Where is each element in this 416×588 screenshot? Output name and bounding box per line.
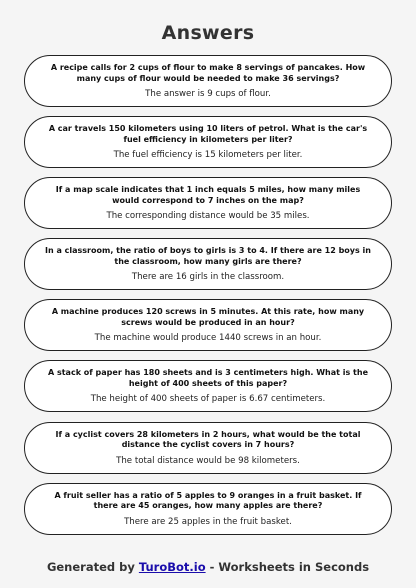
answer-card [24, 299, 392, 351]
answer-text: The machine would produce 1440 screws in an hour. [94, 333, 322, 344]
answer-text: The total distance would be 98 kilometers. [116, 455, 300, 466]
footer [0, 560, 416, 574]
answer-list [24, 55, 392, 544]
answer-card [24, 483, 392, 535]
answer-card [24, 238, 392, 290]
question-text: If a map scale indicates that 1 inch equals 5 miles, how many miles would correspond to 7 inches on the map? [55, 185, 361, 205]
question-text: A machine produces 120 screws in 5 minutes. At this rate, how many screws would be produced in an hour? [51, 307, 365, 327]
answer-card [24, 55, 392, 107]
answer-card [24, 422, 392, 474]
answer-text: The answer is 9 cups of flour. [145, 89, 271, 99]
question-text: A recipe calls for 2 cups of flour to make 8 servings of pancakes. How many cups of flour would be needed to make 36 servings? [50, 63, 366, 83]
answer-card [24, 360, 392, 412]
answer-text: The height of 400 sheets of paper is 6.67 centimeters. [90, 394, 326, 405]
footer-prefix: Generated by [46, 560, 135, 574]
question-text: A fruit seller has a ratio of 5 apples to 9 oranges in a fruit basket. If there are 45 oranges, how many apples are there? [54, 490, 362, 511]
question-text: In a classroom, the ratio of boys to girls is 3 to 4. If there are 12 boys in the classroom, how many girls are there? [45, 246, 371, 266]
answer-text: There are 16 girls in the classroom. [131, 272, 285, 283]
answer-card [24, 177, 392, 229]
question-text: If a cyclist covers 28 kilometers in 2 hours, what would be the total distance the cyclist covers in 7 hours? [55, 429, 361, 450]
footer-suffix: - Worksheets in Seconds [209, 560, 370, 574]
question-text: A stack of paper has 180 sheets and is 3 centimeters high. What is the height of 400 sheets of this paper? [47, 368, 368, 388]
turobot-link[interactable]: TuroBot.io [138, 560, 206, 574]
answer-text: The corresponding distance would be 35 miles. [106, 211, 310, 222]
answer-text: The fuel efficiency is 15 kilometers per liter. [113, 150, 303, 161]
answer-text: There are 25 apples in the fruit basket. [124, 516, 292, 527]
question-text: A car travels 150 kilometers using 10 liters of petrol. What is the car's fuel efficiency in kilometers per liter? [48, 124, 368, 144]
answer-card [24, 116, 392, 168]
page-title: Answers [161, 22, 255, 44]
